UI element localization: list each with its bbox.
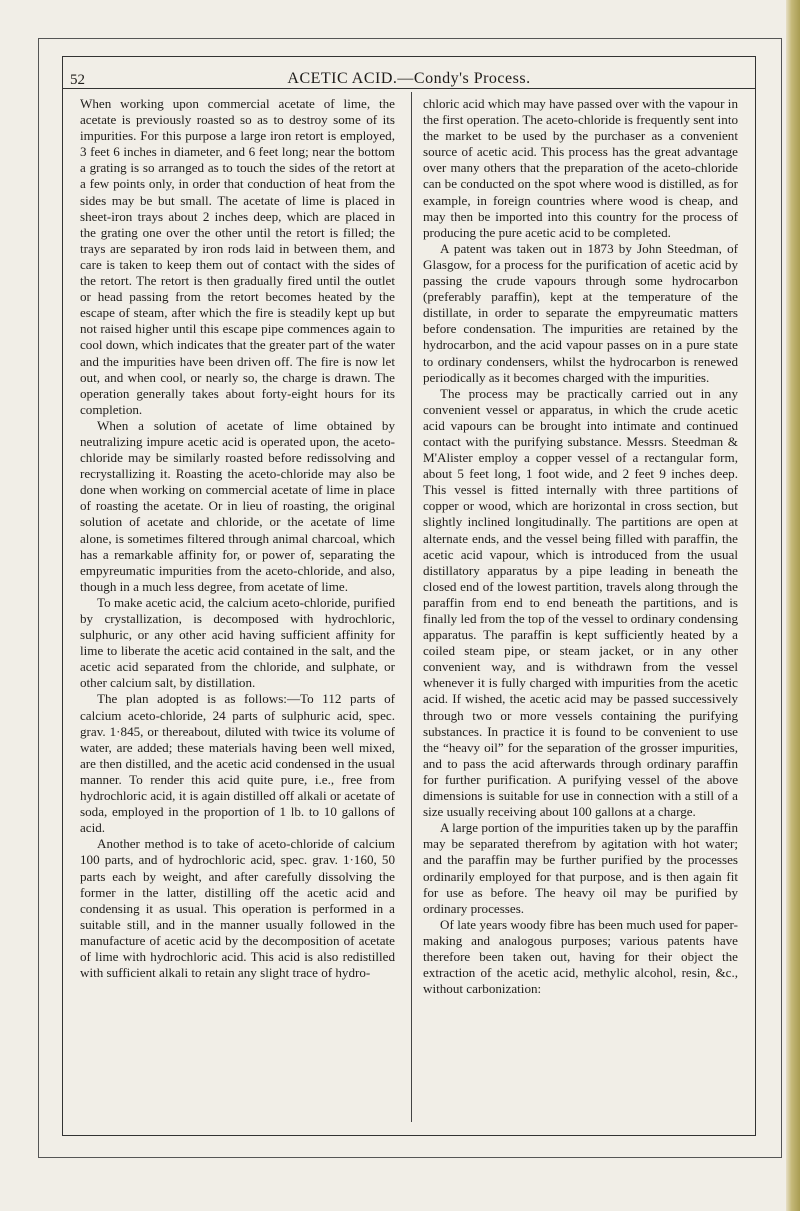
paragraph: The plan adopted is as follows:—To 112 parts of calcium aceto-chloride, 24 parts of sulphuric acid, spec. grav. 1·845, or thereabout, diluted with twice its volume of water, are added; these materials having been well mixed, are then distilled, and the acetic acid condensed in the usual manner. To render this acid quite pure, i.e., free from hydrochloric acid, it is again distilled off alkali or acetate of soda, employed in the proportion of 1 lb. to 10 gallons of acid. [80, 691, 395, 836]
paragraph: The process may be practically carried out in any convenient vessel or apparatus, in which the crude acetic acid vapours can be brought into intimate and continued contact with the purifying substance. Messrs. Steedman & M'Alister employ a copper vessel of a rectangular form, about 5 feet long, 1 foot wide, and 2 feet 9 inches deep. This vessel is fitted internally with three partitions of copper or wood, which are horizontal in cross section, but slightly inclined longitudinally. The partitions are open at alternate ends, and the vessel being filled with paraffin, the acetic acid vapour, which is introduced from the usual distillatory apparatus by a pipe leading in beneath the closed end of the lowest partition, travels along through the paraffin from end to end beneath the partitions, and is finally led from the top of the vessel to ordinary condensing apparatus. The paraffin is kept sufficiently heated by a coiled steam pipe, or steam jacket, or in any other convenient way, and is withdrawn from the vessel whenever it is fully charged with impurities from the acetic acid. If wished, the acetic acid may be passed successively through two or more vessels containing the purifying substances. In practice it is found to be convenient to use the “heavy oil” for the separation of the grosser impurities, and to pass the acid afterwards through ordinary paraffin for further purification. A purifying vessel of the above dimensions is suitable for use in connection with a still of a size usually receiving about 100 gallons at a charge. [423, 385, 738, 820]
paragraph: Of late years woody fibre has been much used for paper-making and analogous purposes; various patents have therefore been taken out, having for their object the extraction of the acetic acid, methylic alcohol, resin, &c., without carbonization: [423, 916, 738, 997]
paragraph: A patent was taken out in 1873 by John Steedman, of Glasgow, for a process for the purification of acetic acid by passing the crude vapours through some hydrocarbon (preferably paraffin), kept at the temperature of the distillate, in order to separate the empyreumatic matters before condensation. The impurities are retained by the hydrocarbon, and the acid vapour passes on in a pure state to ordinary condensers, whilst the hydrocarbon is renewed periodically as it becomes charged with the impurities. [423, 240, 738, 385]
running-head: ACETIC ACID.—Condy's Process. [287, 70, 531, 87]
paragraph: To make acetic acid, the calcium aceto-chloride, purified by crystallization, is decomposed with hydrochloric, sulphuric, or any other acid having sufficient affinity for lime to liberate the acetic acid contained in the salt, and the acetic acid separated from the chloride, and sulphate, or other calcium salt, by distillation. [80, 594, 395, 691]
paragraph: chloric acid which may have passed over with the vapour in the first operation. The aceto-chloride is frequently sent into the market to be used by the purchaser as a convenient source of acetic acid. This process has the great advantage over many others that the preparation of the aceto-chloride can be conducted on the spot where wood is distilled, as for example, in foreign countries where wood is cheap, and may then be imported into this country for the process of producing the pure acetic acid to be completed. [423, 96, 738, 240]
paragraph: A large portion of the impurities taken up by the paraffin may be separated therefrom by agitation with hot water; and the paraffin may be further purified by the processes ordinarily employed for that purpose, and is then again fit for use as before. The heavy oil may be purified by ordinary processes. [423, 820, 738, 916]
page-header [62, 64, 756, 89]
paragraph: When working upon commercial acetate of lime, the acetate is previously roasted so as to destroy some of its impurities. For this purpose a large iron retort is employed, 3 feet 6 inches in diameter, and 6 feet long; near the bottom a grating is so arranged as to touch the sides of the retort at a few points only, in order that conduction of heat from the sides may be but small. The acetate of lime is placed in sheet-iron trays about 2 inches deep, which are placed in the grating one over the other until the retort is filled; the trays are separated by iron rods laid in between them, and care is taken to keep them out of contact with the sides of the retort. The retort is then gradually fired until the outlet or head passing from the retort becomes heated by the escape of steam, after which the fire is steadily kept up but not raised higher until this escape pipe commences again to cool down, which indicates that the greater part of the water and the impurities have been driven off. The fire is now let out, and when cool, or nearly so, the charge is drawn. The operation generally takes about forty-eight hours for its completion. [80, 96, 395, 417]
left-column [80, 96, 395, 981]
book-spine-edge [786, 0, 800, 1211]
right-column [423, 96, 738, 997]
page-number: 52 [70, 72, 85, 88]
column-divider [411, 92, 412, 1122]
paragraph: Another method is to take of aceto-chloride of calcium 100 parts, and of hydrochloric acid, spec. grav. 1·160, 50 parts each by weight, and after carefully dissolving the former in the latter, distilling off the acetic acid and condensing it as usual. This operation is performed in a suitable still, and in the manner usually followed in the manufacture of acetic acid by the decomposition of acetate of lime with hydrochloric acid. This acid is also redistilled with sufficient alkali to retain any slight trace of hydro- [80, 836, 395, 981]
paragraph: When a solution of acetate of lime obtained by neutralizing impure acetic acid is operated upon, the aceto-chloride may be similarly roasted before redissolving and recrystallizing it. Roasting the aceto-chloride may also be done when working on commercial acetate of lime in place of roasting the acetate. Or in lieu of roasting, the original solution of acetate and chloride, or the acetate of lime alone, is sometimes filtered through animal charcoal, which has a remarkable affinity for, or power of, separating the empyreumatic impurities from the aceto-chloride, and also, though in a much less degree, from acetate of lime. [80, 417, 395, 594]
